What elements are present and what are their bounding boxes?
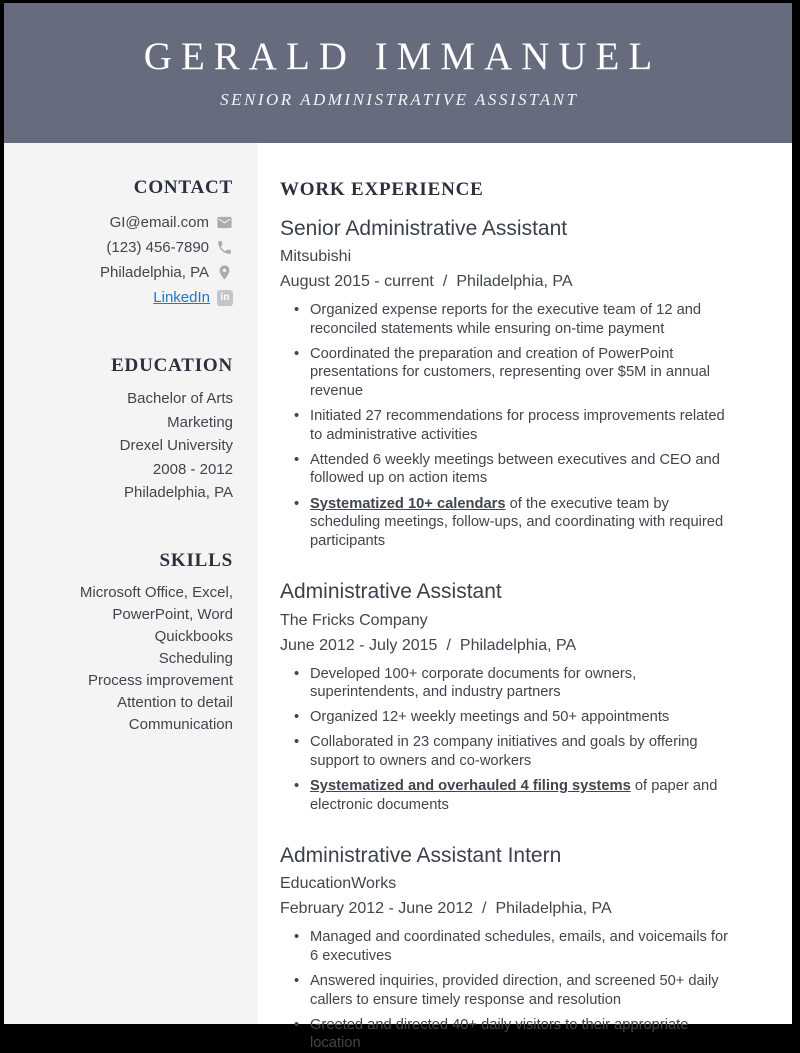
linkedin-icon: in (217, 290, 233, 306)
education-lines (16, 387, 233, 505)
job-bullets (280, 928, 734, 1053)
linkedin-link[interactable]: LinkedIn (153, 289, 210, 306)
bullet-item: • Managed and coordinated schedules, emails, and voicemails for 6 executives (280, 928, 734, 965)
contact-row-linkedin (16, 285, 233, 310)
job-dateline (280, 637, 734, 655)
skill-item: Microsoft Office, Excel, PowerPoint, Word (79, 583, 233, 623)
contact-rows (16, 210, 233, 310)
bullet-item: • Organized 12+ weekly meetings and 50+ appointments (280, 708, 734, 727)
body-columns (4, 143, 792, 1052)
job-dates: June 2012 - July 2015 (280, 636, 438, 654)
job-location: Philadelphia, PA (495, 900, 612, 918)
contact-row-phone (16, 235, 233, 260)
candidate-job-title: SENIOR ADMINISTRATIVE ASSISTANT (220, 90, 579, 110)
job-dateline (280, 273, 734, 291)
skill-item: Process improvement (87, 671, 233, 689)
job-title: Administrative Assistant (280, 580, 502, 604)
bullet-item: • Systematized 10+ calendars of the executive team by scheduling meetings, follow-ups, and coordinating with required participants (280, 495, 734, 551)
contact-heading: CONTACT (133, 177, 233, 198)
job-company: EducationWorks (280, 875, 397, 893)
bullet-item: • Answered inquiries, provided direction, and screened 50+ daily callers to ensure timely response and resolution (280, 972, 734, 1009)
job-title: Senior Administrative Assistant (280, 217, 568, 240)
education-location: Philadelphia, PA (124, 484, 233, 501)
contact-section (16, 177, 233, 310)
education-heading: EDUCATION (111, 355, 233, 376)
date-location-separator: / (442, 273, 448, 291)
job-company: The Fricks Company (280, 611, 428, 629)
bullet-item: • Coordinated the preparation and creation of PowerPoint presentations for customers, representing over $5M in annual revenue (280, 345, 734, 401)
contact-row-location (16, 260, 233, 285)
phone-value: (123) 456-7890 (106, 239, 209, 256)
resume-page (4, 3, 792, 1052)
skill-item: Scheduling (158, 649, 233, 667)
contact-row-email (16, 210, 233, 235)
bullet-item: • Initiated 27 recommendations for process improvements related to administrative activities (280, 407, 734, 444)
job-bullets (280, 665, 734, 815)
bullet-item: • Collaborated in 23 company initiatives and goals by offering support to owners and co-workers (280, 733, 734, 770)
bullet-item: • Attended 6 weekly meetings between executives and CEO and followed up on action items (280, 451, 734, 488)
main-content (258, 143, 792, 1052)
bullet-item: • Systematized and overhauled 4 filing systems of paper and electronic documents (280, 777, 734, 814)
header-band (4, 3, 792, 143)
skill-item: Quickbooks (154, 627, 233, 645)
location-value: Philadelphia, PA (100, 264, 209, 281)
job-location: Philadelphia, PA (459, 636, 577, 654)
bullet-item: • Organized expense reports for the executive team of 12 and reconciled statements while ensuring on-time payment (280, 301, 734, 338)
job-entry-2 (280, 579, 734, 814)
job-bullets (280, 301, 734, 550)
envelope-icon (216, 214, 233, 231)
bullet-item: • Developed 100+ corporate documents for owners, superintendents, and industry partners (280, 665, 734, 702)
education-section (16, 355, 233, 505)
education-dates: 2008 - 2012 (152, 460, 233, 478)
date-location-separator: / (482, 900, 487, 918)
date-location-separator: / (446, 636, 451, 654)
skill-item: Communication (128, 715, 233, 733)
bullet-item: • Greeted and directed 40+ daily visitors to their appropriate location (280, 1016, 734, 1053)
education-degree: Bachelor of Arts (127, 390, 233, 407)
location-pin-icon (216, 264, 233, 281)
job-title: Administrative Assistant Intern (280, 844, 562, 868)
skill-item: Attention to detail (117, 693, 233, 711)
job-entry-1 (280, 216, 734, 550)
work-experience-heading: WORK EXPERIENCE (280, 179, 484, 200)
skills-section (16, 550, 233, 736)
education-major: Marketing (167, 413, 233, 431)
skills-list (16, 582, 233, 736)
job-dates: August 2015 - current (280, 273, 434, 291)
skills-heading: SKILLS (159, 549, 233, 571)
job-dateline (280, 900, 734, 918)
job-location: Philadelphia, PA (456, 273, 573, 291)
education-school: Drexel University (119, 437, 233, 454)
job-entry-3 (280, 843, 734, 1053)
phone-icon (216, 239, 233, 256)
candidate-name: GERALD IMMANUEL (143, 34, 662, 78)
job-company: Mitsubishi (280, 248, 352, 266)
email-value: GI@email.com (109, 214, 209, 231)
sidebar (4, 143, 258, 1024)
job-dates: February 2012 - June 2012 (280, 900, 474, 918)
